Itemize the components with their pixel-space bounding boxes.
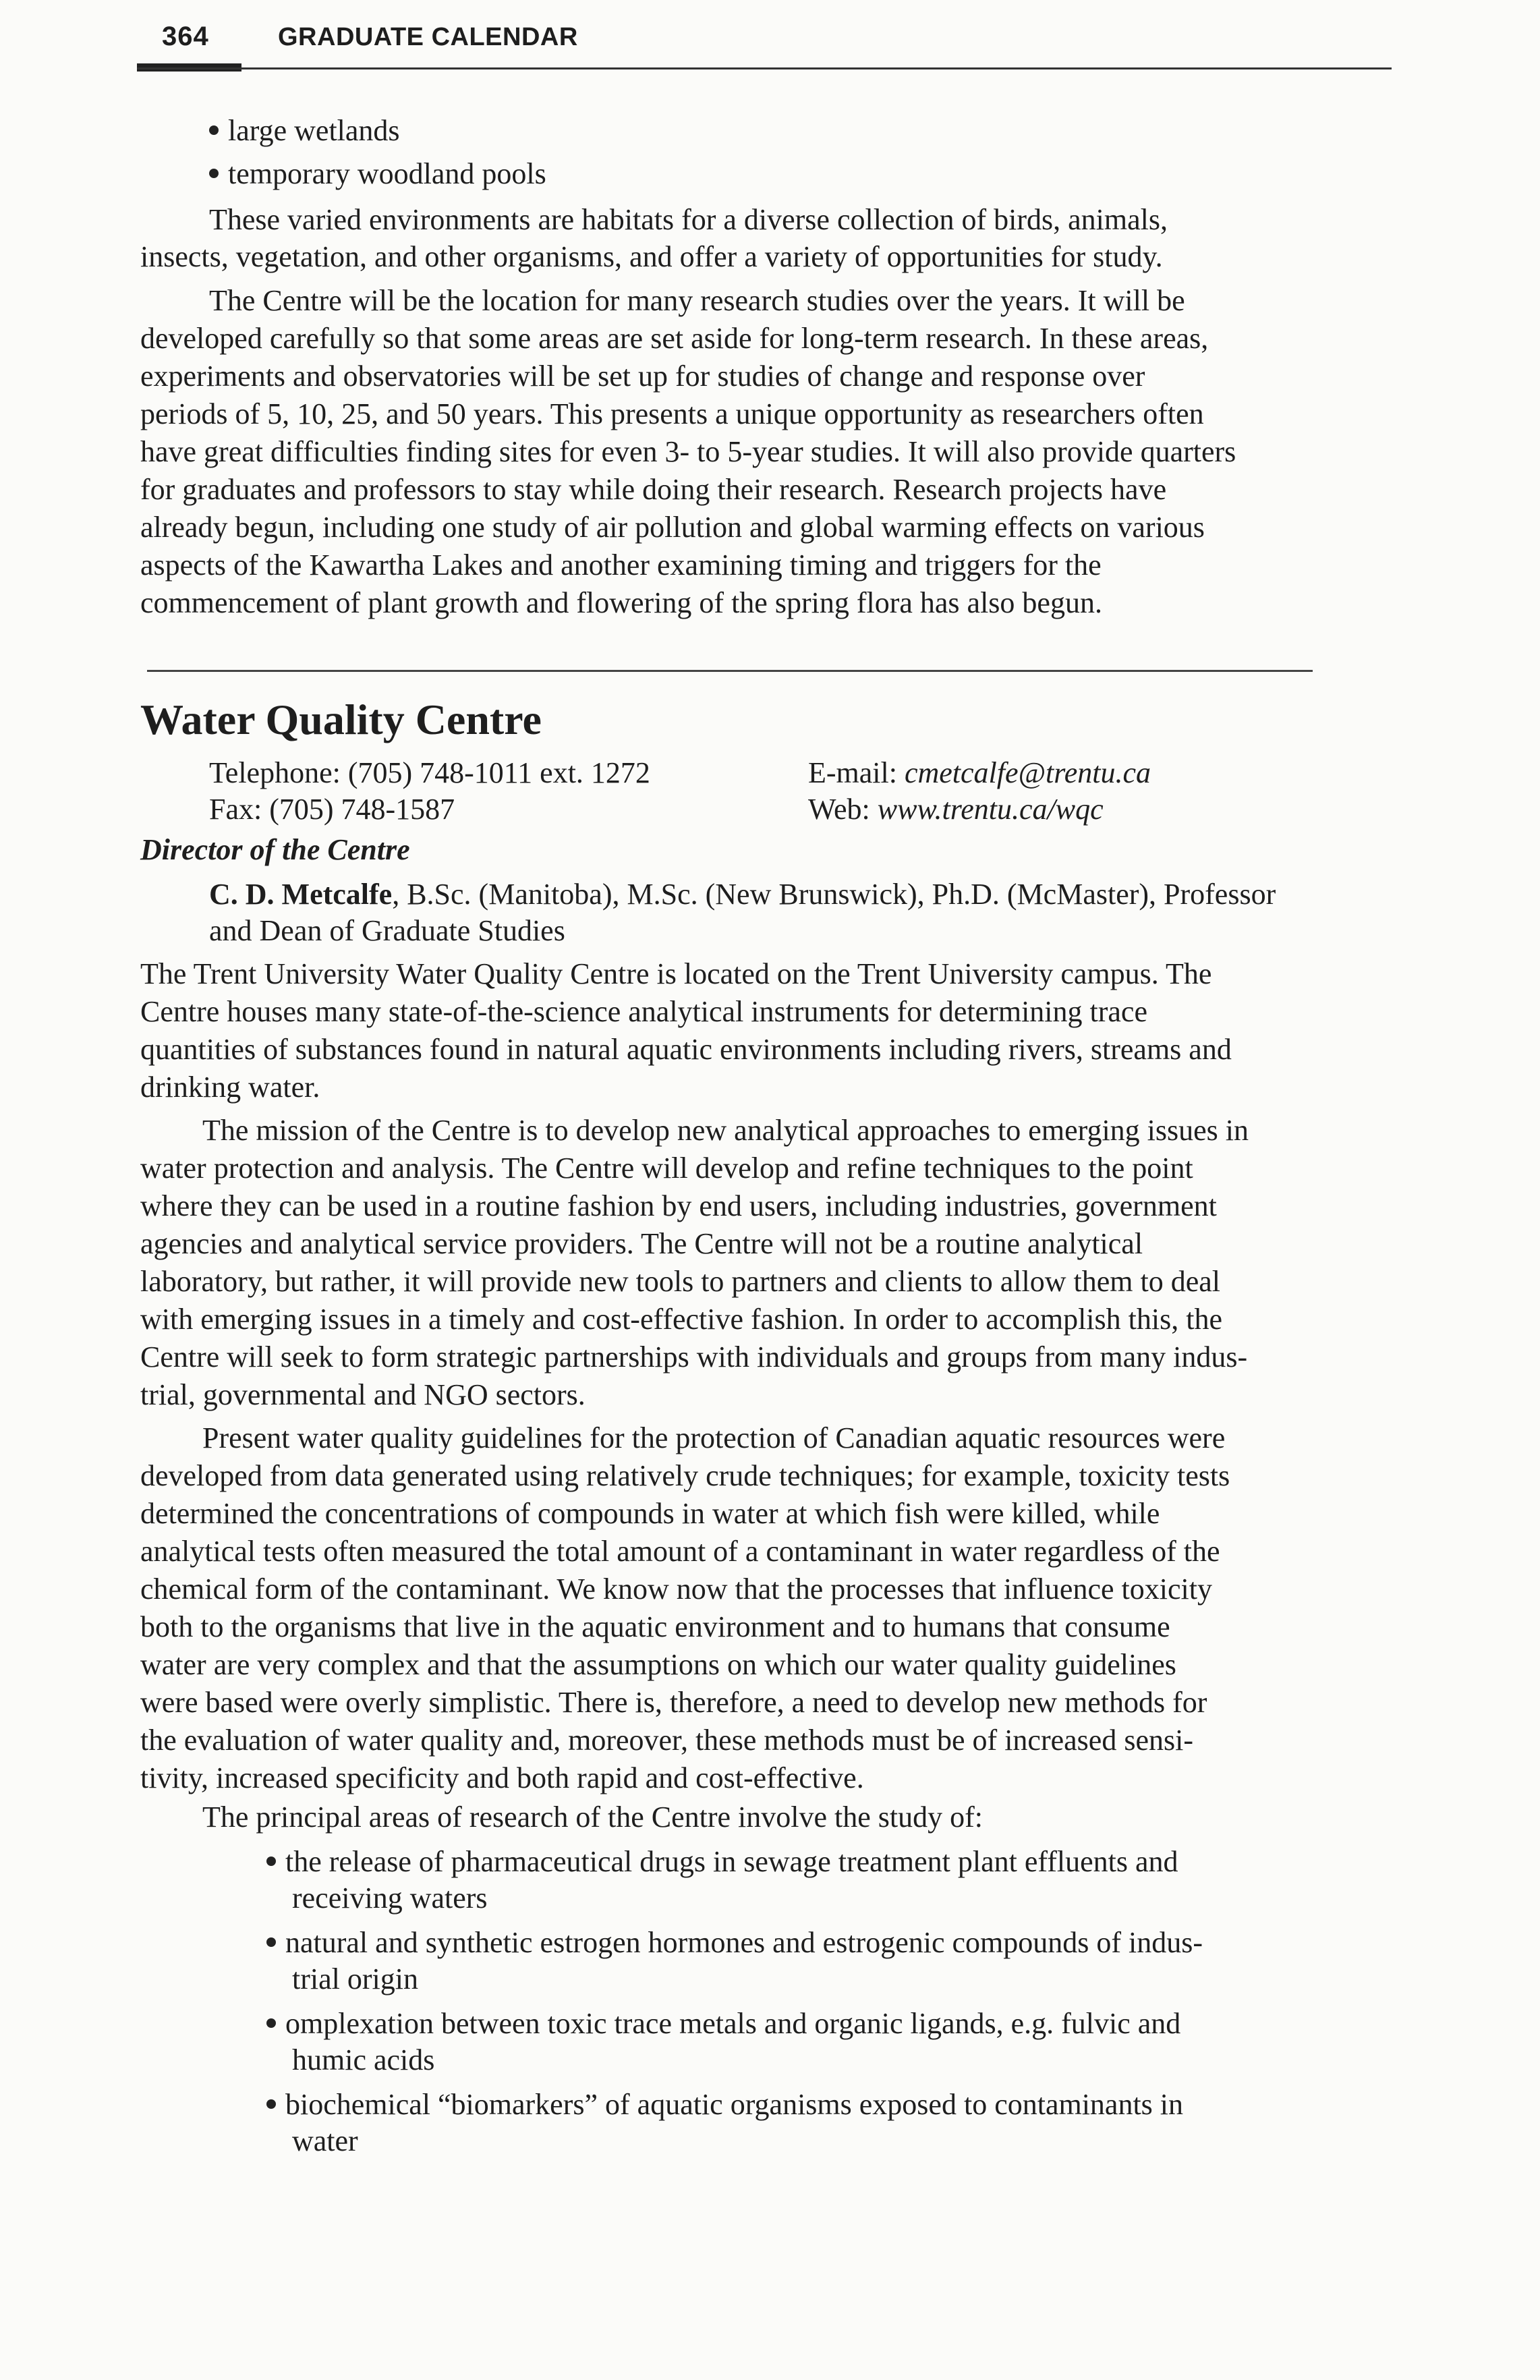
paragraph-line: where they can be used in a routine fashion by end users, including industries, government (140, 1189, 1217, 1222)
paragraph-line: chemical form of the contaminant. We know now that the processes that influence toxicity (140, 1572, 1212, 1606)
list-item: large wetlands (209, 112, 400, 150)
paragraph-line: determined the concentrations of compounds in water at which fish were killed, while (140, 1497, 1160, 1530)
paragraph-line: commencement of plant growth and flowering of the spring flora has also begun. (140, 586, 1102, 619)
paragraph-line: quantities of substances found in natural aquatic environments including rivers, streams and (140, 1033, 1232, 1066)
running-header: GRADUATE CALENDAR (278, 23, 578, 51)
list-item: natural and synthetic estrogen hormones and estrogenic compounds of indus- (266, 1924, 1203, 1962)
list-item: omplexation between toxic trace metals and organic ligands, e.g. fulvic and (266, 2005, 1180, 2043)
paragraph-line: water are very complex and that the assumptions on which our water quality guidelines (140, 1648, 1176, 1681)
email-link[interactable]: cmetcalfe@trentu.ca (904, 756, 1151, 789)
paragraph-line: periods of 5, 10, 25, and 50 years. This presents a unique opportunity as researchers often (140, 397, 1204, 430)
paragraph-line: aspects of the Kawartha Lakes and another examining timing and triggers for the (140, 548, 1102, 582)
director-name: C. D. Metcalfe (209, 878, 393, 911)
list-item-cont: receiving waters (292, 1881, 488, 1915)
paragraph-line: were based were overly simplistic. There is, therefore, a need to develop new methods for (140, 1686, 1207, 1719)
paragraph-line: drinking water. (140, 1071, 320, 1104)
areas-intro: The principal areas of research of the Centre involve the study of: (202, 1801, 983, 1834)
paragraph-line: Centre houses many state-of-the-science analytical instruments for determining trace (140, 995, 1147, 1028)
paragraph-line: The Centre will be the location for many research studies over the years. It will be (209, 284, 1185, 317)
paragraph-line: have great difficulties finding sites for even 3- to 5-year studies. It will also provide quarters (140, 435, 1236, 468)
paragraph-line: Present water quality guidelines for the protection of Canadian aquatic resources were (202, 1421, 1226, 1454)
bullet-icon (209, 169, 219, 178)
paragraph-line: already begun, including one study of air pollution and global warming effects on various (140, 511, 1205, 544)
telephone: Telephone: (705) 748-1011 ext. 1272 (209, 756, 650, 789)
paragraph-line: analytical tests often measured the total amount of a contaminant in water regardless of the (140, 1535, 1220, 1568)
paragraph-line: experiments and observatories will be set up for studies of change and response over (140, 360, 1145, 393)
paragraph-line: These varied environments are habitats for a diverse collection of birds, animals, (209, 203, 1168, 236)
paragraph-line: developed carefully so that some areas are set aside for long-term research. In these areas, (140, 322, 1209, 355)
list-item-cont: water (292, 2124, 358, 2157)
paragraph-line: both to the organisms that live in the aquatic environment and to humans that consume (140, 1610, 1170, 1643)
director-entry-cont: and Dean of Graduate Studies (209, 914, 565, 947)
director-entry: C. D. Metcalfe, B.Sc. (Manitoba), M.Sc. (New Brunswick), Ph.D. (McMaster), Professor (209, 878, 1276, 911)
list-item-cont: humic acids (292, 2043, 435, 2076)
paragraph-line: developed from data generated using relatively crude techniques; for example, toxicity tests (140, 1459, 1230, 1492)
list-item: the release of pharmaceutical drugs in sewage treatment plant effluents and (266, 1843, 1178, 1881)
web-link[interactable]: www.trentu.ca/wqc (877, 793, 1104, 826)
director-heading: Director of the Centre (140, 833, 410, 866)
paragraph-line: for graduates and professors to stay while doing their research. Research projects have (140, 473, 1167, 506)
header-rule (137, 67, 1392, 69)
list-item-cont: trial origin (292, 1962, 418, 1995)
paragraph-line: with emerging issues in a timely and cost-effective fashion. In order to accomplish this, the (140, 1303, 1222, 1336)
paragraph-line: insects, vegetation, and other organisms, and offer a variety of opportunities for study. (140, 240, 1163, 273)
bullet-icon (266, 1857, 276, 1866)
paragraph-line: trial, governmental and NGO sectors. (140, 1378, 586, 1411)
paragraph-line: agencies and analytical service providers. The Centre will not be a routine analytical (140, 1227, 1143, 1260)
paragraph-line: water protection and analysis. The Centre will develop and refine techniques to the point (140, 1152, 1193, 1185)
paragraph-line: laboratory, but rather, it will provide new tools to partners and clients to allow them to deal (140, 1265, 1220, 1298)
paragraph-line: Centre will seek to form strategic partnerships with individuals and groups from many indus- (140, 1340, 1248, 1373)
paragraph-line: The mission of the Centre is to develop new analytical approaches to emerging issues in (202, 1114, 1249, 1147)
email: E-mail: cmetcalfe@trentu.ca (808, 756, 1151, 789)
list-item: temporary woodland pools (209, 155, 546, 193)
bullet-icon (209, 125, 219, 135)
list-item: biochemical “biomarkers” of aquatic organisms exposed to contaminants in (266, 2086, 1183, 2124)
bullet-icon (266, 2018, 276, 2028)
paragraph-line: the evaluation of water quality and, moreover, these methods must be of increased sensi- (140, 1724, 1193, 1757)
paragraph-line: The Trent University Water Quality Centre is located on the Trent University campus. The (140, 957, 1212, 990)
page-number: 364 (162, 22, 209, 51)
section-title: Water Quality Centre (140, 696, 542, 743)
bullet-icon (266, 2099, 276, 2109)
website: Web: www.trentu.ca/wqc (808, 793, 1104, 826)
paragraph-line: tivity, increased specificity and both rapid and cost-effective. (140, 1761, 864, 1794)
section-divider (147, 670, 1313, 672)
fax: Fax: (705) 748-1587 (209, 793, 455, 826)
bullet-icon (266, 1937, 276, 1947)
